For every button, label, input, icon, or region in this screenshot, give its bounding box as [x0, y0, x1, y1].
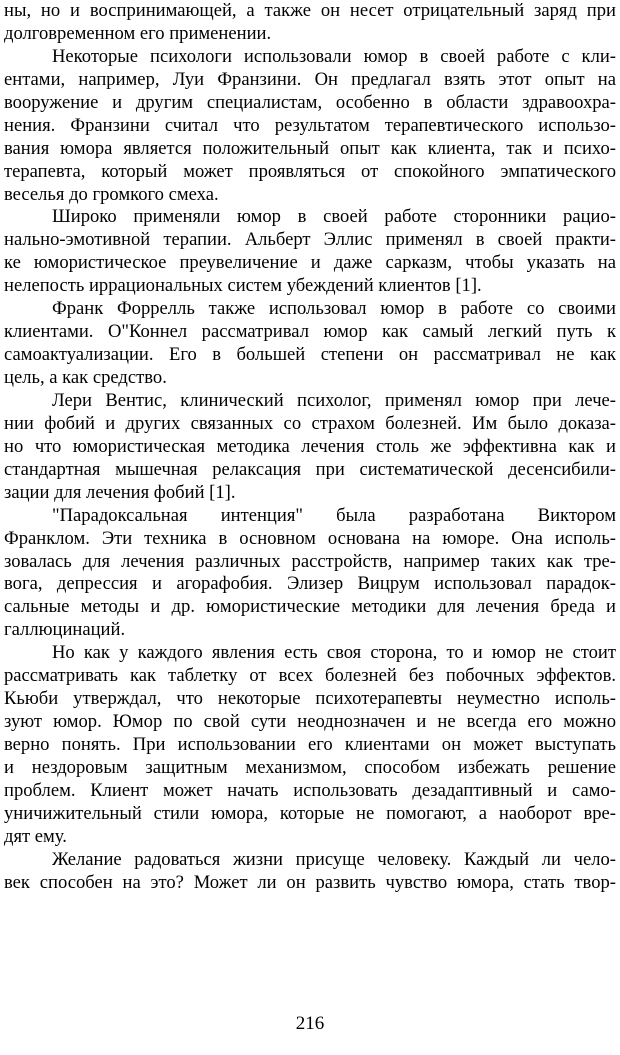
- text-line: "Парадоксальная интенция" была разработана Виктором: [52, 504, 616, 526]
- text-line: самоактуализации. Его в большей степени он рассматривал не как: [4, 344, 616, 366]
- text-line: ке юмористическое преувеличение и даже сарказм, чтобы указать на: [4, 252, 616, 274]
- text-line: нально-эмотивной терапии. Альберт Эллис применял в своей практи-: [4, 229, 616, 251]
- text-line: цель, а как средство.: [4, 367, 167, 388]
- body-text: [4, 0, 616, 895]
- text-line: стандартная мышечная релаксация при систематической десенсибили-: [4, 458, 616, 480]
- text-line: нии фобий и других связанных со страхом болезней. Им было доказа-: [4, 412, 616, 434]
- text-line: Желание радоваться жизни присуще человеку. Каждый ли чело-: [52, 848, 616, 870]
- text-line: веселья до громкого смеха.: [4, 183, 219, 205]
- text-line: век способен на это? Может ли он развить чувство юмора, стать твор-: [4, 871, 616, 893]
- text-line: Широко применяли юмор в своей работе сторонники рацио-: [52, 206, 616, 228]
- text-line: ентами, например, Луи Франзини. Он предлагал взять этот опыт на: [4, 68, 616, 90]
- text-line: проблем. Клиент может начать использовать дезадаптивный и само-: [4, 779, 616, 801]
- text-line: зуют юмор. Юмор по свой сути неоднозначен и не всегда его можно: [4, 711, 616, 733]
- text-line: Лери Вентис, клинический психолог, применял юмор при лече-: [52, 389, 616, 411]
- text-line: галлюцинаций.: [4, 619, 126, 641]
- text-line: терапевта, который может проявляться от спокойного эмпатического: [4, 160, 616, 182]
- text-line: клиентами. О"Коннел рассматривал юмор как самый легкий путь к: [4, 321, 616, 343]
- text-line: нелепость иррациональных систем убеждений клиентов [1].: [4, 275, 482, 297]
- text-line: зации для лечения фобий [1].: [4, 481, 236, 503]
- text-line: долговременном его применении.: [4, 22, 272, 44]
- text-line: и нездоровым защитным механизмом, способом избежать решение: [4, 756, 616, 778]
- text-line: нения. Франзини считал что результатом терапевтического использо-: [4, 114, 616, 136]
- text-line: вооружение и другим специалистам, особенно в области здравоохра-: [4, 91, 616, 113]
- text-line: дят ему.: [4, 825, 67, 847]
- text-line: вания юмора является положительный опыт как клиента, так и психо-: [4, 137, 616, 159]
- text-line: верно понять. При использовании его клиентами он может выступать: [4, 734, 616, 755]
- text-line: рассматривать как таблетку от всех болезней без побочных эффектов.: [4, 665, 616, 687]
- page-number: 216: [295, 1013, 325, 1034]
- text-line: Франк Форрелль также использовал юмор в работе со своими: [52, 298, 616, 320]
- text-line: Некоторые психологи использовали юмор в своей работе с кли-: [52, 45, 616, 67]
- text-line: уничижительный стили юмора, которые не помогают, а наоборот вре-: [4, 802, 616, 824]
- text-line: Кьюби утверждал, что некоторые психотерапевты неуместно исполь-: [4, 688, 616, 710]
- text-line: сальные методы и др. юмористические методики для лечения бреда и: [4, 596, 616, 618]
- text-line: вога, депрессия и агорафобия. Элизер Вицрум использовал парадок-: [4, 573, 616, 595]
- text-line: Франклом. Эти техника в основном основана на юморе. Она исполь-: [4, 527, 616, 549]
- text-line: ны, но и воспринимающей, а также он несет отрицательный заряд при: [4, 0, 616, 21]
- text-line: но что юмористическая методика лечения столь же эффективна как и: [4, 435, 616, 457]
- text-line: Но как у каждого явления есть своя сторона, то и юмор не стоит: [52, 642, 616, 664]
- text-line: зовалась для лечения различных расстройств, например таких как тре-: [4, 550, 616, 572]
